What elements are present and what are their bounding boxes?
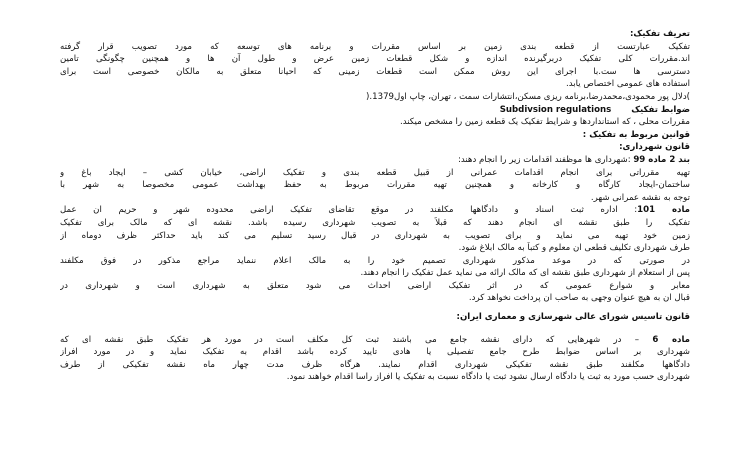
- article6-body-line: شهرداری حسب مورد به ثبت یا دادگاه ارسال نشود ثبت یا دادگاه نسبت به تفکیک یا افراز راسا اقدام خواهند نمود.: [286, 372, 690, 383]
- definition-heading: تعریف تفکیک:: [629, 29, 690, 39]
- article101-body-line: معابر و شوارع عمومی که در اثر تفکیک اراضی احداث می شود متعلق به شهرداری است و شهرداری در: [60, 280, 690, 291]
- band2-body-line: توجه به نقشه عمرانی شهر.: [590, 192, 690, 203]
- band2-body-line: ساختمان-ایجاد کارگاه و کارخانه و همچنین تهیه مقررات مربوط به حفظ بهداشت عمومی مخصوصا به شهر با: [60, 180, 690, 191]
- band2-body-line: تهیه مقرراتی برای انجام اقدامات عمرانی از قبیل قطعه بندی و تفکیک اراضی، خیابان کشی – ایجاد باغ و: [60, 167, 690, 178]
- municipality-law-heading: قانون شهرداری:: [619, 142, 690, 153]
- article6-body-line: شهرداری بر اساس ضوابط طرح جامع تفصیلی یا هادی تایید کرده باشد اقدام به تفکیک نماید و در مورد افراز: [60, 347, 690, 358]
- article101-body-line: زمین خود تهیه می نماید و برای تصویب به شهرداری در قبال رسید تسلیم می کند باید حداکثر ظرف دوماه از: [60, 230, 690, 241]
- council-law-heading: قانون تاسیس شورای عالی شهرسازی و معماری ایران:: [456, 312, 690, 323]
- laws-heading: قوانین مربوط به تفکیک :: [582, 129, 690, 140]
- definition-line: تفکیک عبارتست از قطعه بندی زمین بر اساس مقررات و برنامه های توسعه که مورد تصویب قرار گرفته: [60, 41, 690, 52]
- article6-body-line: دادگاهها مکلفند طبق نقشه تفکیکی شهرداری اقدام نمایند. هرگاه ظرف مدت چهار ماه نقشه تفکیکی از طرف: [60, 359, 690, 370]
- article6-line: [60, 334, 690, 347]
- article101-body-line: قبال ان به هیچ عنوان وجهی به صاحب ان پرداخت نخواهد کرد.: [468, 293, 690, 304]
- regulations-heading: [60, 104, 690, 117]
- band2-label: بند 2 ماده 99: [633, 154, 690, 165]
- definition-line: اند.مقررات کلی تفکیک دربرگیرنده اندازه و شکل قطعات زمین عرض و طول آن ها و همچنین چگونگی تامین: [60, 54, 690, 65]
- regulations-heading-fa: ضوابط تفکیک: [631, 104, 690, 115]
- article101-first: : اداره ثبت اسناد و دادگاهها مکلفند در موقع تقاضای تفکیک اراضی محدوده شهر و حریم ان عمل: [60, 205, 638, 216]
- band2-line: [60, 154, 690, 167]
- article101-body-line: طرف شهرداری تکلیف قطعی ان معلوم و کتباً به مالک ابلاغ شود.: [458, 243, 690, 254]
- article101-line: [60, 204, 690, 217]
- definition-line: استفاده های عمومی اختصاص یابد.: [566, 79, 690, 90]
- article101-body-line: پس از استعلام از شهرداری طبق نقشه ای که مالک ارائه می نماید عمل تفکیک را انجام دهند.: [360, 268, 690, 279]
- definition-line: دسترسی ها ست.با اجرای این روش ممکن است قطعات زمینی که احیانا متعلق به مالکان خصوصی است برای: [60, 66, 690, 77]
- article6-first: – در شهرهایی که دارای نقشه جامع می باشند ثبت کل مکلف است در مورد هر تفکیک طبق نقشه ای که: [60, 334, 653, 345]
- citation: )دلال پور محمودی،محمدرضا،برنامه ریزی مسکن،انتشارات سمت ، تهران، چاپ اول1379.(: [366, 91, 690, 102]
- regulations-heading-en: Subdivsion regulations: [499, 104, 612, 115]
- article101-label: ماده 101: [637, 205, 690, 216]
- band2-text: :شهرداری ها موظفند اقدامات زیر را انجام دهند:: [457, 154, 634, 165]
- article6-label: ماده 6: [652, 334, 690, 345]
- article101-body-line: در صورتی که در موعد مذکور شهرداری تصمیم خود را به مالک اعلام ننماید مراجع مذکور در فوق مکلفند: [60, 255, 690, 266]
- regulations-line: مقررات محلی ، که استانداردها و شرایط تفکیک یک قطعه زمین را مشخص میکند.: [399, 117, 690, 128]
- article101-body-line: تفکیک را طبق نقشه ای انجام دهند که قبلاً به تصویب شهرداری رسیده باشد. نقشه ای که مالک برای تفکیک: [60, 217, 690, 228]
